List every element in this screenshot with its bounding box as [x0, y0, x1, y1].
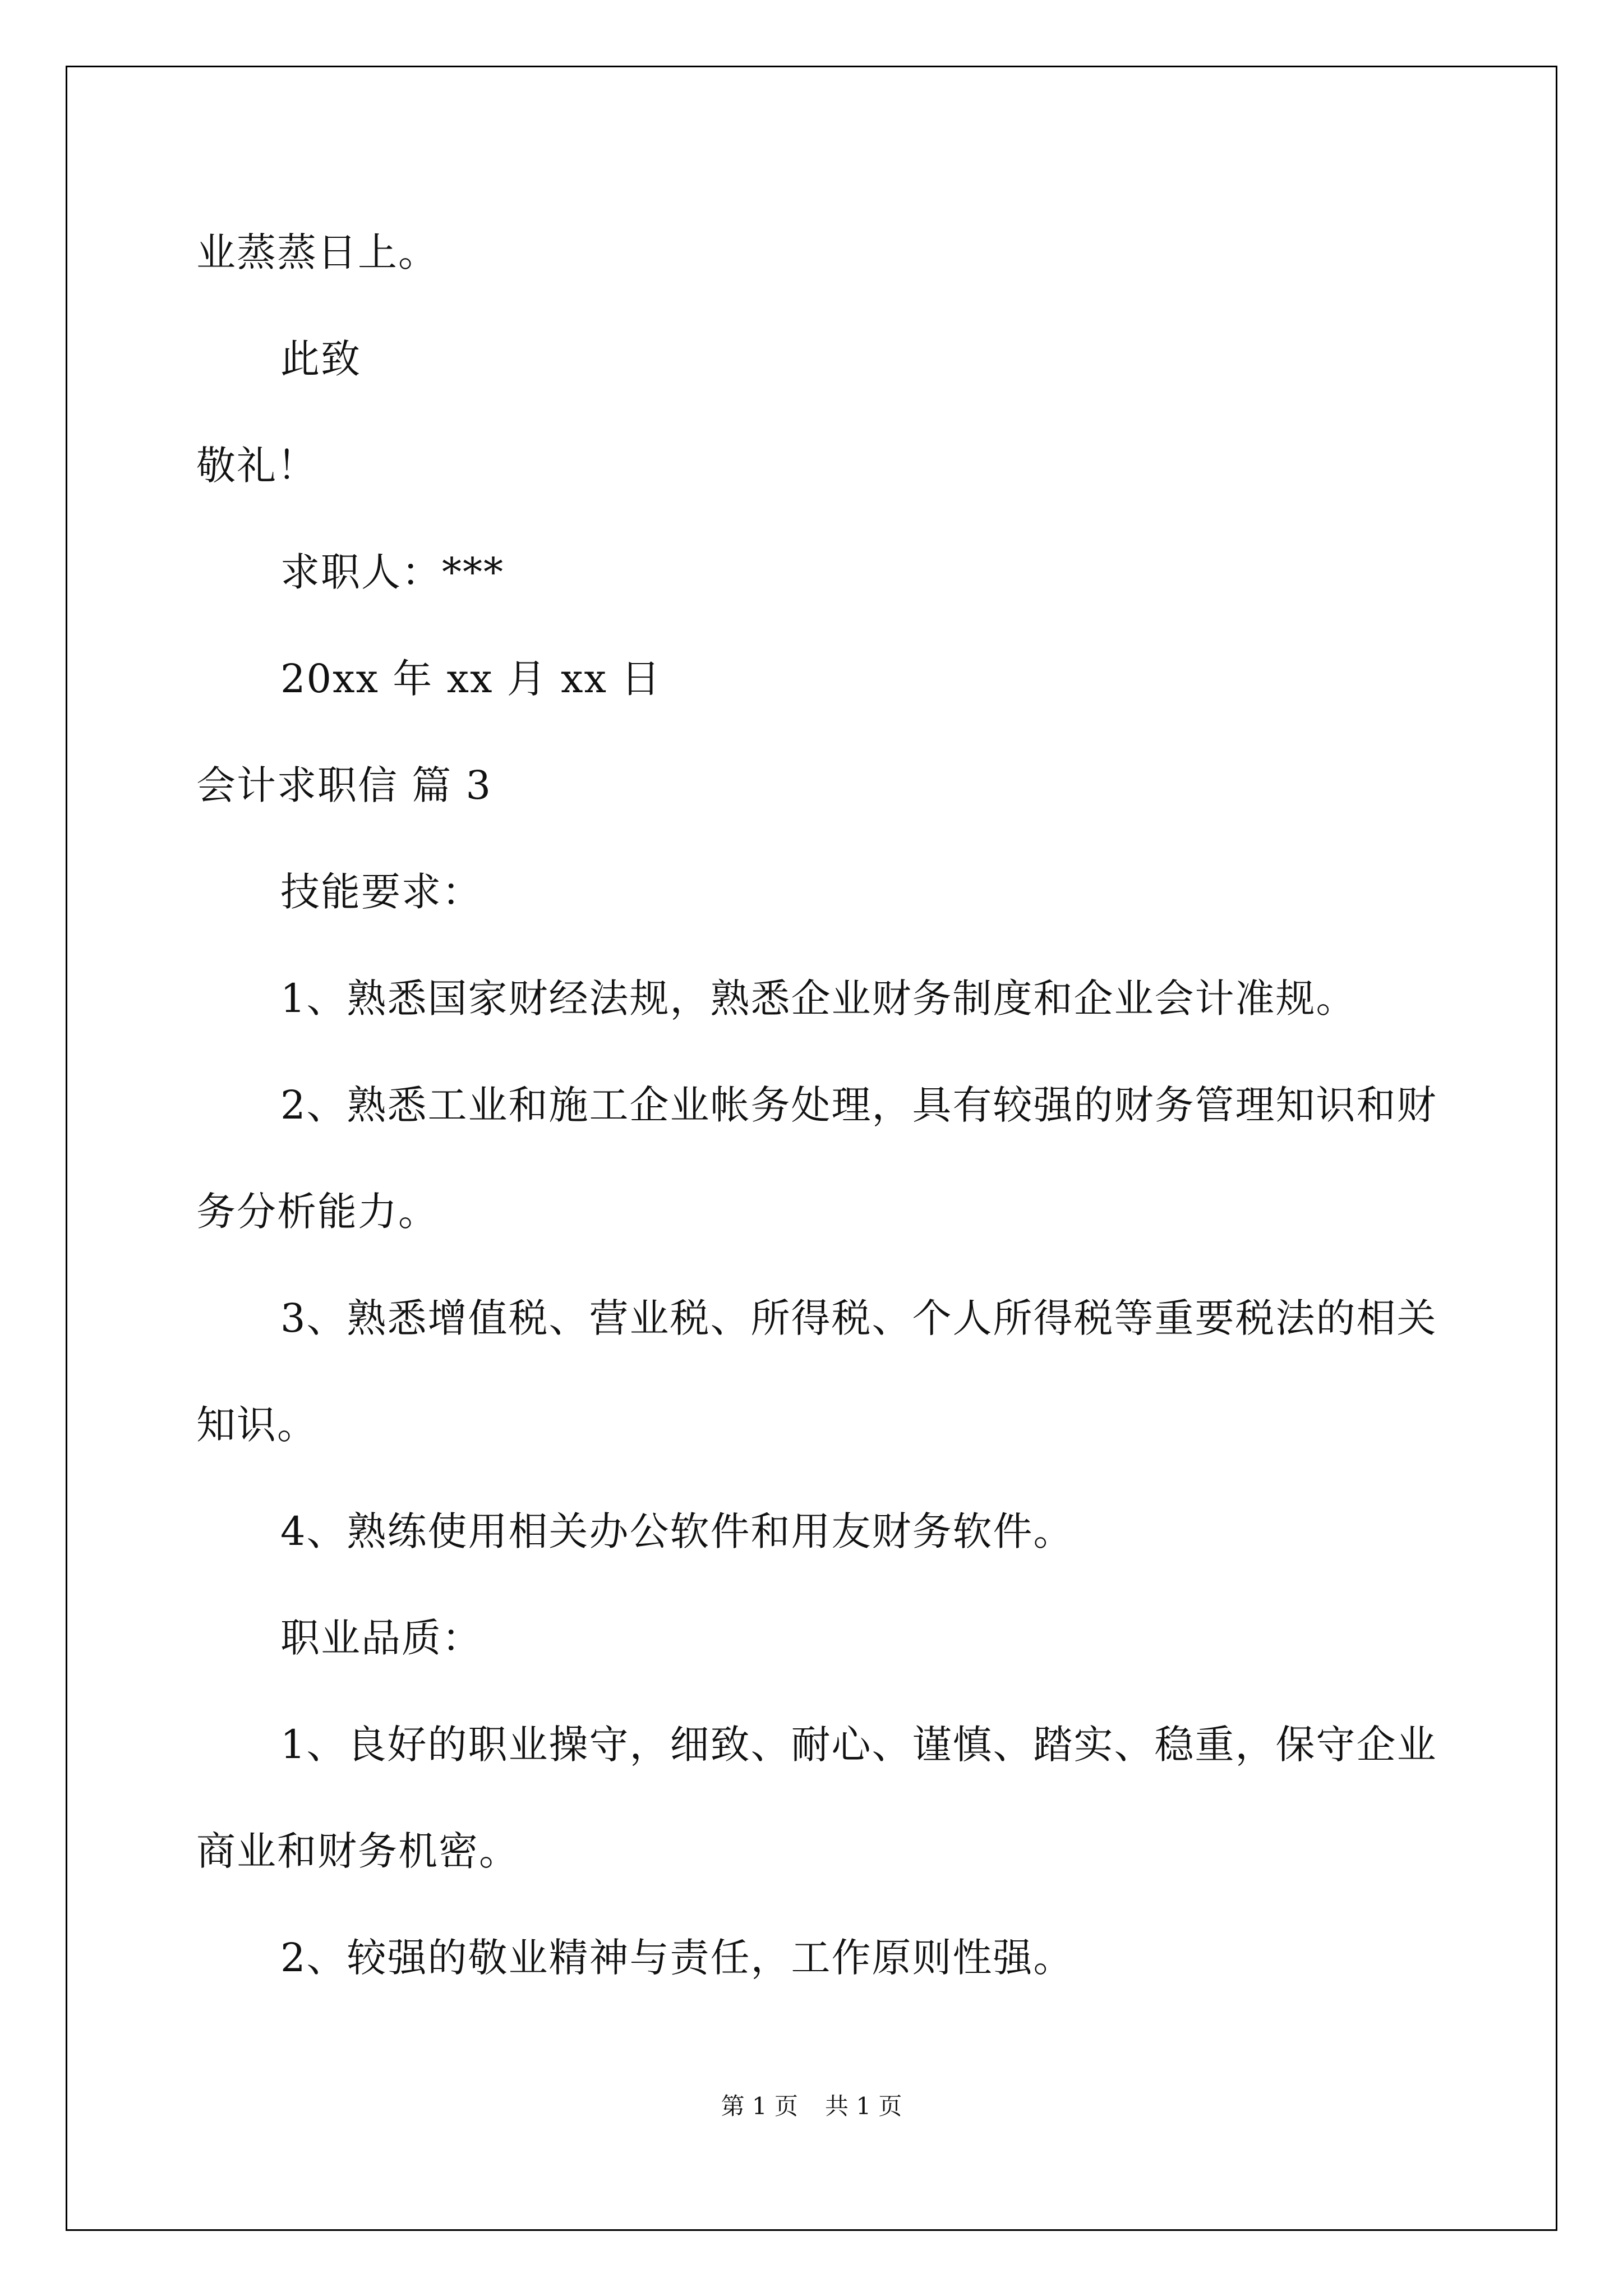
text-line: 3、熟悉增值税、营业税、所得税、个人所得税等重要税法的相关: [280, 1295, 1437, 1341]
text-line: 敬礼！: [196, 443, 317, 489]
page-footer: [0, 2090, 1623, 2123]
section-heading: 会计求职信 篇 3: [196, 762, 492, 808]
text-line: 务分析能力。: [196, 1189, 439, 1235]
text-line: 此致: [280, 336, 361, 382]
page-number: 第 1 页: [721, 2092, 798, 2120]
text-line: 2、熟悉工业和施工企业帐务处理，具有较强的财务管理知识和财: [280, 1082, 1437, 1128]
text-line: 技能要求：: [280, 869, 482, 915]
text-line: 职业品质：: [280, 1615, 482, 1661]
text-line: 业蒸蒸日上。: [196, 229, 439, 275]
text-line: 2、较强的敬业精神与责任，工作原则性强。: [280, 1935, 1074, 1981]
page-total: 共 1 页: [825, 2092, 902, 2120]
text-line: 20xx 年 xx 月 xx 日: [280, 656, 662, 702]
text-line: 1、良好的职业操守，细致、耐心、谨慎、踏实、稳重，保守企业: [280, 1722, 1437, 1768]
text-line: 求职人：***: [280, 549, 504, 595]
text-line: 4、熟练使用相关办公软件和用友财务软件。: [280, 1508, 1074, 1554]
text-line: 知识。: [196, 1402, 317, 1448]
text-line: 商业和财务机密。: [196, 1828, 519, 1874]
text-line: 1、熟悉国家财经法规，熟悉企业财务制度和企业会计准规。: [280, 976, 1357, 1022]
